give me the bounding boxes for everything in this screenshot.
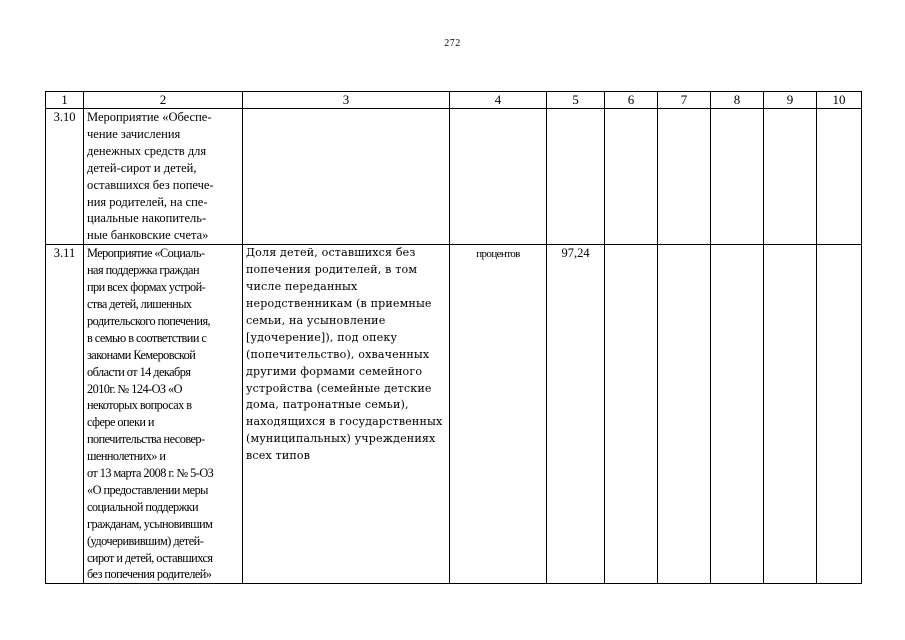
event-description: Мероприятие «Обеспе- чение зачисления денежных средств для детей-сирот и детей, оставшихся без попече- ния родителей, на спе- циальные накопитель- ные банковские счета» (84, 109, 243, 245)
column-header-2: 2 (84, 92, 243, 109)
column-header-9: 9 (764, 92, 817, 109)
indicator-description (243, 109, 450, 245)
column-header-5: 5 (547, 92, 605, 109)
empty-cell (817, 245, 862, 584)
value-cell (547, 109, 605, 245)
event-description: Мероприятие «Социаль- ная поддержка граждан при всех формах устрой- ства детей, лишенных родительского попечения, в семью в соответствии с законами Кемеровской области от 14 декабря 2010г. № 124-ОЗ «О некоторых вопросах в сфере опеки и попечительства несовер- шеннолетних» и от 13 марта 2008 г. № 5-ОЗ «О предоставлении меры социальной поддержки гражданам, усыновившим (удочеривившим) детей- сирот и детей, оставшихся без попечения родителей» (84, 245, 243, 584)
empty-cell (605, 109, 658, 245)
value-cell: 97,24 (547, 245, 605, 584)
empty-cell (605, 245, 658, 584)
page-number: 272 (444, 38, 461, 49)
column-header-6: 6 (605, 92, 658, 109)
column-header-1: 1 (46, 92, 84, 109)
table-row (46, 109, 862, 245)
column-header-8: 8 (711, 92, 764, 109)
column-header-4: 4 (450, 92, 547, 109)
empty-cell (711, 245, 764, 584)
empty-cell (817, 109, 862, 245)
empty-cell (658, 109, 711, 245)
empty-cell (764, 245, 817, 584)
column-header-3: 3 (243, 92, 450, 109)
unit-cell: процентов (450, 245, 547, 584)
program-table (45, 91, 862, 584)
empty-cell (658, 245, 711, 584)
column-number-row (46, 92, 862, 109)
row-number: 3.10 (46, 109, 84, 245)
row-number: 3.11 (46, 245, 84, 584)
indicator-description: Доля детей, оставшихся без попечения родителей, в том числе переданных неродственникам (в приемные семьи, на усыновление [удочерение]), под опеку (попечительство), охваченных другими формами семейного устройства (семейные детские дома, патронатные семьи), находящихся в государственных (муниципальных) учреждениях всех типов (243, 245, 450, 584)
column-header-10: 10 (817, 92, 862, 109)
unit-cell (450, 109, 547, 245)
column-header-7: 7 (658, 92, 711, 109)
empty-cell (711, 109, 764, 245)
table-row (46, 245, 862, 584)
empty-cell (764, 109, 817, 245)
